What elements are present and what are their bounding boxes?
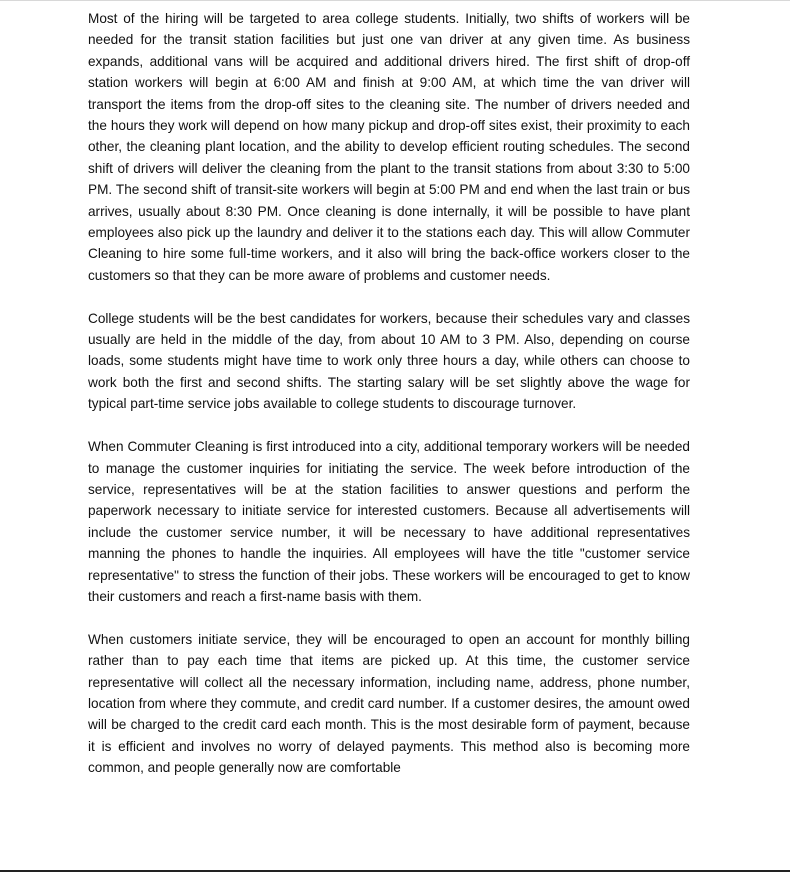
paragraph-temporary-workers: When Commuter Cleaning is first introduced into a city, additional temporary workers will be needed to manage the customer inquiries for initiating the service. The week before introduction of the service, representatives will be at the station facilities to answer questions and perform the paperwork necessary to initiate service for interested customers. Because all advertisements will include the customer service number, it will be necessary to have additional representatives manning the phones to handle the inquiries. All employees will have the title "customer service representative" to stress the function of their jobs. These workers will be encouraged to get to know their customers and reach a first-name basis with them.	[88, 439, 690, 604]
bottom-page-edge	[0, 870, 790, 872]
paragraph-college-students: College students will be the best candidates for workers, because their schedules vary and classes usually are held in the middle of the day, from about 10 AM to 3 PM. Also, depending on course loads, some students might have time to work only three hours a day, while others can choose to work both the first and second shifts. The starting salary will be set slightly above the wage for typical part-time service jobs available to college students to discourage turnover.	[88, 310, 690, 412]
paragraph-customer-billing: When customers initiate service, they will be encouraged to open an account for monthly billing rather than to pay each time that items are picked up. At this time, the customer service representative will collect all the necessary information, including name, address, phone number, location from where they commute, and credit card number. If a customer desires, the amount owed will be charged to the credit card each month. This is the most desirable form of payment, because it is efficient and involves no worry of delayed payments. This method also is becoming more common, and people generally now are comfortable	[88, 631, 690, 776]
document-page	[88, 8, 690, 779]
top-page-edge	[0, 0, 790, 1]
paragraph-hiring-shifts: Most of the hiring will be targeted to area college students. Initially, two shifts of workers will be needed for the transit station facilities but just one van driver at any given time. As business expands, additional vans will be acquired and additional drivers hired. The first shift of drop-off station workers will begin at 6:00 AM and finish at 9:00 AM, at which time the van driver will transport the items from the drop-off sites to the cleaning site. The number of drivers needed and the hours they work will depend on how many pickup and drop-off sites exist, their proximity to each other, the cleaning plant location, and the ability to develop efficient routing schedules. The second shift of drivers will deliver the cleaning from the plant to the transit stations from about 3:30 to 5:00 PM. The second shift of transit-site workers will begin at 5:00 PM and end when the last train or bus arrives, usually about 8:30 PM. Once cleaning is done internally, it will be possible to have plant employees also pick up the laundry and deliver it to the stations each day. This will allow Commuter Cleaning to hire some full-time workers, and it also will bring the back-office workers closer to the customers so that they can be more aware of problems and customer needs.	[88, 11, 690, 283]
